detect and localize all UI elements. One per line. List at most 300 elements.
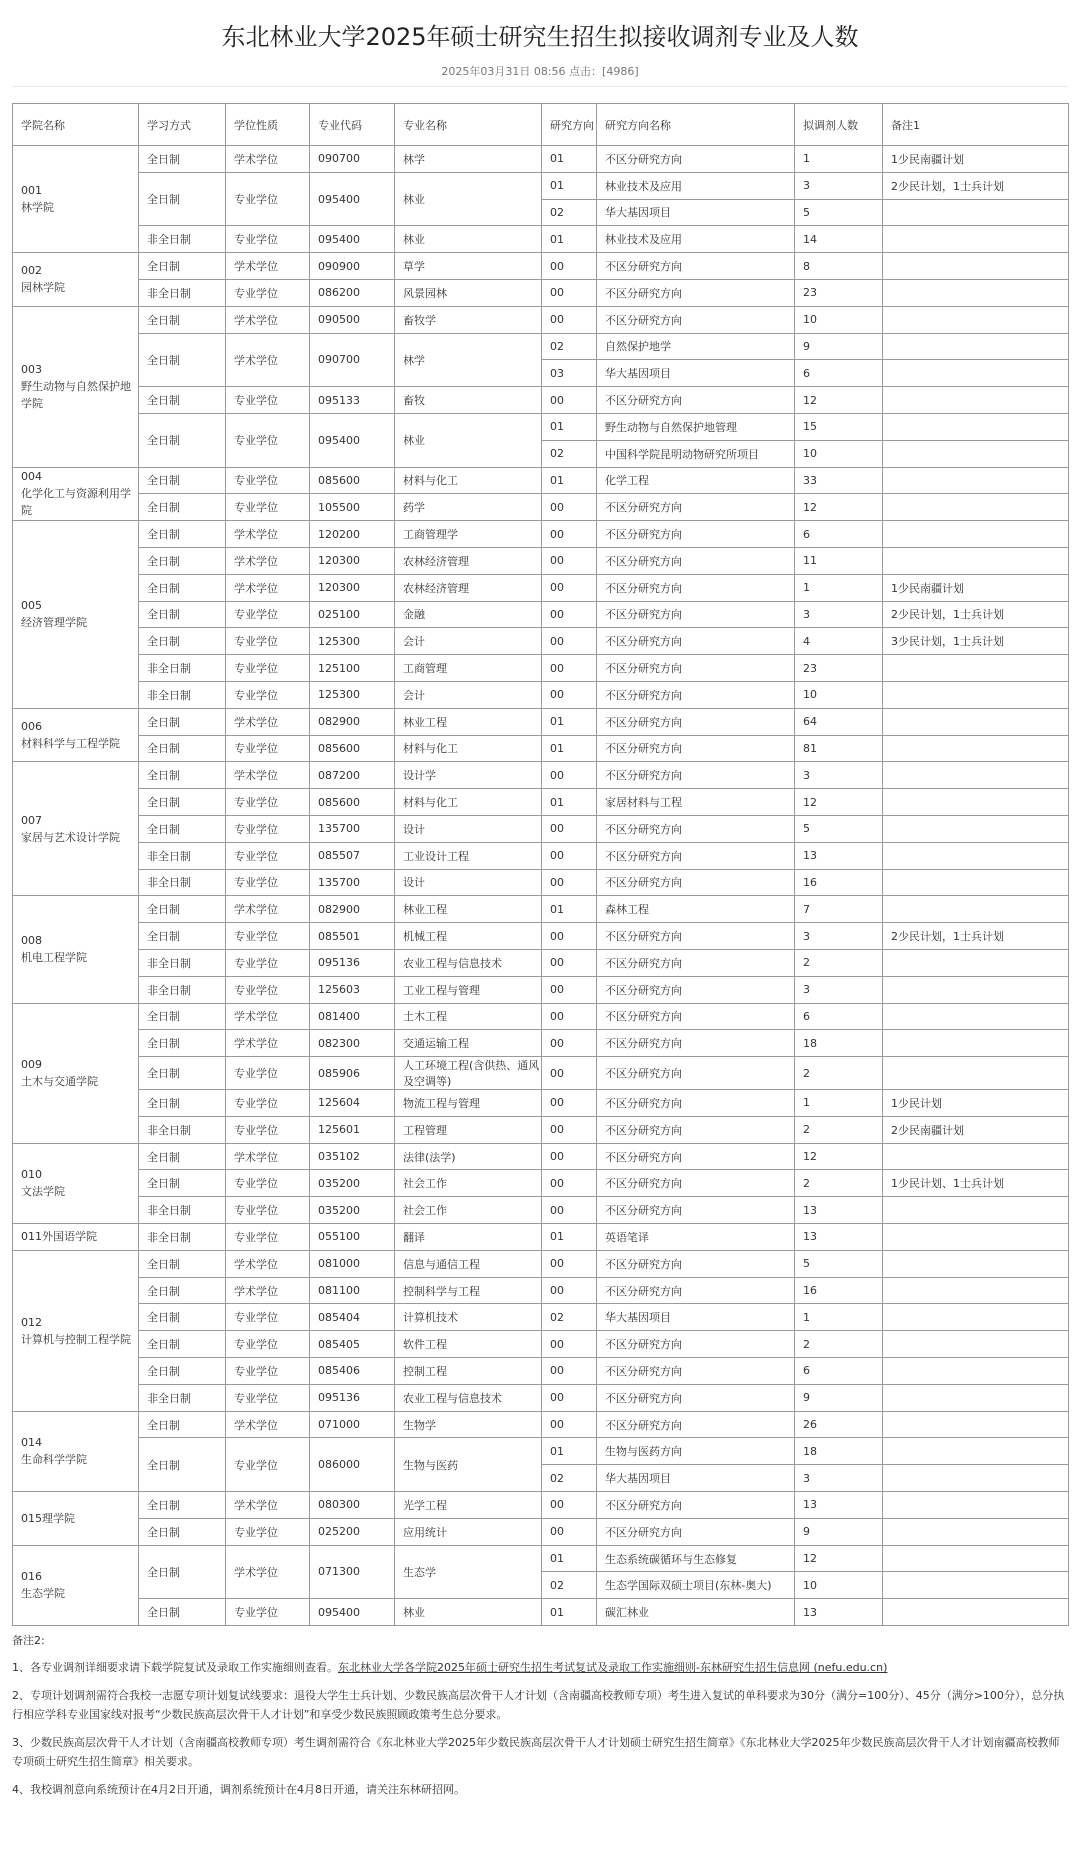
degree-type-cell: 学术学位 [226, 146, 310, 173]
note-cell: 1少民计划 [883, 1090, 1069, 1117]
college-id: 011 [21, 1230, 42, 1244]
college-cell [13, 467, 139, 521]
divider [12, 86, 1068, 87]
study-mode-cell: 全日制 [139, 1518, 226, 1545]
major-code-cell: 090500 [310, 306, 395, 333]
table-row [13, 1411, 1069, 1438]
major-code-cell: 081400 [310, 1003, 395, 1030]
direction-no-cell: 00 [542, 387, 597, 414]
major-code-cell: 135700 [310, 869, 395, 896]
note-cell [883, 413, 1069, 440]
major-name-cell: 金融 [395, 601, 542, 628]
direction-no-cell: 00 [542, 923, 597, 950]
degree-type-cell: 学术学位 [226, 1277, 310, 1304]
study-mode-cell: 全日制 [139, 789, 226, 816]
count-cell: 15 [795, 413, 883, 440]
table-row [13, 1492, 1069, 1519]
count-cell: 5 [795, 1250, 883, 1277]
count-cell: 6 [795, 1003, 883, 1030]
direction-no-cell: 00 [542, 521, 597, 548]
table-row [13, 1057, 1069, 1090]
table-row [13, 1545, 1069, 1572]
table-row [13, 708, 1069, 735]
major-name-cell: 林学 [395, 333, 542, 387]
note-cell [883, 226, 1069, 253]
major-name-cell: 林业 [395, 226, 542, 253]
degree-type-cell: 学术学位 [226, 1411, 310, 1438]
table-row [13, 547, 1069, 574]
count-cell: 4 [795, 628, 883, 655]
direction-no-cell: 00 [542, 601, 597, 628]
direction-name-cell: 华大基因项目 [597, 1465, 795, 1492]
table-row [13, 655, 1069, 682]
publish-date: 2025年03月31日 08:56 [441, 65, 566, 78]
note-cell [883, 869, 1069, 896]
major-code-cell: 095400 [310, 172, 395, 226]
major-code-cell: 071000 [310, 1411, 395, 1438]
direction-no-cell: 02 [542, 1304, 597, 1331]
major-name-cell: 控制科学与工程 [395, 1277, 542, 1304]
direction-no-cell: 01 [542, 896, 597, 923]
direction-no-cell: 01 [542, 1224, 597, 1251]
note-cell [883, 547, 1069, 574]
count-cell: 12 [795, 1545, 883, 1572]
degree-type-cell: 专业学位 [226, 681, 310, 708]
table-row [13, 1116, 1069, 1143]
major-name-cell: 材料与化工 [395, 467, 542, 494]
count-cell: 3 [795, 923, 883, 950]
note-cell: 1少民南疆计划 [883, 574, 1069, 601]
study-mode-cell: 全日制 [139, 1090, 226, 1117]
note-cell [883, 1057, 1069, 1090]
degree-type-cell: 专业学位 [226, 1224, 310, 1251]
major-name-cell: 机械工程 [395, 923, 542, 950]
direction-no-cell: 00 [542, 681, 597, 708]
direction-no-cell: 00 [542, 494, 597, 521]
major-code-cell: 085906 [310, 1057, 395, 1090]
degree-type-cell: 专业学位 [226, 949, 310, 976]
college-name: 化学化工与资源利用学院 [21, 487, 131, 518]
note-cell [883, 1331, 1069, 1358]
article-meta [12, 64, 1068, 86]
count-cell: 64 [795, 708, 883, 735]
table-row [13, 1518, 1069, 1545]
major-name-cell: 农业工程与信息技术 [395, 949, 542, 976]
degree-type-cell: 学术学位 [226, 708, 310, 735]
degree-type-cell: 专业学位 [226, 172, 310, 226]
major-code-cell: 120300 [310, 574, 395, 601]
major-code-cell: 035200 [310, 1197, 395, 1224]
major-name-cell: 会计 [395, 628, 542, 655]
study-mode-cell: 全日制 [139, 521, 226, 548]
table-row [13, 628, 1069, 655]
header-major-name: 专业名称 [395, 104, 542, 146]
count-cell: 23 [795, 279, 883, 306]
table-row [13, 467, 1069, 494]
count-cell: 12 [795, 387, 883, 414]
direction-no-cell: 00 [542, 1277, 597, 1304]
major-name-cell: 畜牧学 [395, 306, 542, 333]
table-body [13, 146, 1069, 1626]
direction-name-cell: 不区分研究方向 [597, 279, 795, 306]
major-code-cell: 087200 [310, 762, 395, 789]
direction-name-cell: 森林工程 [597, 896, 795, 923]
count-cell: 10 [795, 440, 883, 467]
degree-type-cell: 专业学位 [226, 1170, 310, 1197]
table-row [13, 1438, 1069, 1465]
college-id: 004 [21, 470, 42, 484]
major-code-cell: 095136 [310, 1384, 395, 1411]
table-row [13, 1250, 1069, 1277]
note-3: 3、少数民族高层次骨干人才计划（含南疆高校教师专项）考生调剂需符合《东北林业大学2025年少数民族高层次骨干人才计划硕士研究生招生简章》《东北林业大学2025年少数民族高层次骨干人才计划南疆高校教师专项硕士研究生招生简章》相关要求。 [12, 1736, 1060, 1769]
study-mode-cell: 非全日制 [139, 949, 226, 976]
header-major-code: 专业代码 [310, 104, 395, 146]
study-mode-cell: 全日制 [139, 815, 226, 842]
note-cell: 3少民计划，1士兵计划 [883, 628, 1069, 655]
major-code-cell: 055100 [310, 1224, 395, 1251]
direction-no-cell: 00 [542, 1411, 597, 1438]
college-name: 家居与艺术设计学院 [21, 830, 120, 844]
count-cell: 2 [795, 1116, 883, 1143]
college-name: 生态学院 [21, 1587, 65, 1601]
direction-no-cell: 00 [542, 1492, 597, 1519]
table-row [13, 1224, 1069, 1251]
major-name-cell: 设计 [395, 869, 542, 896]
college-id: 012 [21, 1315, 42, 1329]
major-name-cell: 控制工程 [395, 1358, 542, 1385]
note-cell [883, 1545, 1069, 1572]
major-code-cell: 085501 [310, 923, 395, 950]
major-code-cell: 025100 [310, 601, 395, 628]
degree-type-cell: 专业学位 [226, 1384, 310, 1411]
count-cell: 12 [795, 494, 883, 521]
direction-name-cell: 不区分研究方向 [597, 387, 795, 414]
direction-no-cell: 01 [542, 413, 597, 440]
direction-name-cell: 不区分研究方向 [597, 681, 795, 708]
direction-no-cell: 01 [542, 467, 597, 494]
note-cell [883, 708, 1069, 735]
count-cell: 12 [795, 1143, 883, 1170]
study-mode-cell: 全日制 [139, 923, 226, 950]
major-code-cell: 081100 [310, 1277, 395, 1304]
direction-no-cell: 00 [542, 1003, 597, 1030]
college-name: 文法学院 [21, 1185, 65, 1199]
count-cell: 13 [795, 1599, 883, 1626]
study-mode-cell: 非全日制 [139, 976, 226, 1003]
note-cell: 2少民计划，1士兵计划 [883, 923, 1069, 950]
major-name-cell: 设计学 [395, 762, 542, 789]
study-mode-cell: 全日制 [139, 1358, 226, 1385]
degree-type-cell: 专业学位 [226, 1331, 310, 1358]
direction-name-cell: 不区分研究方向 [597, 574, 795, 601]
study-mode-cell: 全日制 [139, 1003, 226, 1030]
college-id: 014 [21, 1436, 42, 1450]
direction-no-cell: 02 [542, 440, 597, 467]
direction-no-cell: 00 [542, 1518, 597, 1545]
degree-type-cell: 专业学位 [226, 494, 310, 521]
study-mode-cell: 非全日制 [139, 869, 226, 896]
college-id: 007 [21, 813, 42, 827]
major-code-cell: 135700 [310, 815, 395, 842]
major-name-cell: 林学 [395, 146, 542, 173]
note-cell [883, 1003, 1069, 1030]
note-cell [883, 440, 1069, 467]
header-mode: 学习方式 [139, 104, 226, 146]
major-name-cell: 交通运输工程 [395, 1030, 542, 1057]
study-mode-cell: 全日制 [139, 1143, 226, 1170]
direction-no-cell: 02 [542, 199, 597, 226]
major-code-cell: 085507 [310, 842, 395, 869]
major-code-cell: 095133 [310, 387, 395, 414]
table-row [13, 735, 1069, 762]
study-mode-cell: 全日制 [139, 1411, 226, 1438]
major-name-cell: 林业 [395, 413, 542, 467]
major-code-cell: 120300 [310, 547, 395, 574]
note-cell [883, 815, 1069, 842]
degree-type-cell: 学术学位 [226, 762, 310, 789]
note-cell [883, 333, 1069, 360]
major-code-cell: 095136 [310, 949, 395, 976]
table-row [13, 521, 1069, 548]
college-id: 002 [21, 264, 42, 278]
study-mode-cell: 全日制 [139, 1331, 226, 1358]
degree-type-cell: 学术学位 [226, 253, 310, 280]
count-cell: 5 [795, 199, 883, 226]
note-cell [883, 199, 1069, 226]
count-cell: 1 [795, 1090, 883, 1117]
count-cell: 9 [795, 1384, 883, 1411]
count-cell: 13 [795, 1224, 883, 1251]
degree-type-cell: 专业学位 [226, 842, 310, 869]
table-row [13, 762, 1069, 789]
clicks-label: 点击： [569, 65, 603, 78]
direction-name-cell: 不区分研究方向 [597, 1116, 795, 1143]
direction-name-cell: 不区分研究方向 [597, 628, 795, 655]
degree-type-cell: 专业学位 [226, 869, 310, 896]
direction-no-cell: 00 [542, 842, 597, 869]
count-cell: 18 [795, 1438, 883, 1465]
degree-type-cell: 专业学位 [226, 628, 310, 655]
college-cell [13, 1250, 139, 1411]
note-cell [883, 306, 1069, 333]
direction-name-cell: 不区分研究方向 [597, 842, 795, 869]
count-cell: 9 [795, 1518, 883, 1545]
degree-type-cell: 专业学位 [226, 467, 310, 494]
college-cell [13, 1545, 139, 1625]
direction-no-cell: 00 [542, 655, 597, 682]
major-code-cell: 125300 [310, 628, 395, 655]
direction-no-cell: 00 [542, 869, 597, 896]
major-code-cell: 095400 [310, 413, 395, 467]
count-cell: 3 [795, 601, 883, 628]
major-code-cell: 082900 [310, 708, 395, 735]
direction-name-cell: 不区分研究方向 [597, 976, 795, 1003]
note-cell [883, 762, 1069, 789]
direction-no-cell: 00 [542, 1030, 597, 1057]
college-cell [13, 146, 139, 253]
note-4: 4、我校调剂意向系统预计在4月2日开通，调剂系统预计在4月8日开通，请关注东林研招网。 [12, 1783, 465, 1797]
count-cell: 81 [795, 735, 883, 762]
direction-name-cell: 不区分研究方向 [597, 1250, 795, 1277]
study-mode-cell: 非全日制 [139, 1224, 226, 1251]
note-1 [12, 1658, 1068, 1677]
major-name-cell: 农林经济管理 [395, 547, 542, 574]
degree-type-cell: 学术学位 [226, 896, 310, 923]
major-code-cell: 090700 [310, 333, 395, 387]
study-mode-cell: 全日制 [139, 708, 226, 735]
count-cell: 1 [795, 1304, 883, 1331]
note-cell [883, 1518, 1069, 1545]
table-row [13, 1170, 1069, 1197]
table-row [13, 574, 1069, 601]
major-name-cell: 药学 [395, 494, 542, 521]
major-code-cell: 095400 [310, 1599, 395, 1626]
major-code-cell: 120200 [310, 521, 395, 548]
direction-name-cell: 碳汇林业 [597, 1599, 795, 1626]
note-cell [883, 521, 1069, 548]
count-cell: 10 [795, 681, 883, 708]
table-row [13, 1143, 1069, 1170]
note-cell [883, 387, 1069, 414]
major-name-cell: 应用统计 [395, 1518, 542, 1545]
note-cell: 2少民计划，1士兵计划 [883, 172, 1069, 199]
major-code-cell: 082900 [310, 896, 395, 923]
degree-type-cell: 专业学位 [226, 923, 310, 950]
count-cell: 11 [795, 547, 883, 574]
degree-type-cell: 专业学位 [226, 655, 310, 682]
count-cell: 14 [795, 226, 883, 253]
direction-name-cell: 不区分研究方向 [597, 923, 795, 950]
direction-no-cell: 00 [542, 1197, 597, 1224]
major-code-cell: 125300 [310, 681, 395, 708]
direction-no-cell: 01 [542, 146, 597, 173]
note-cell [883, 279, 1069, 306]
major-name-cell: 工程管理 [395, 1116, 542, 1143]
major-code-cell: 081000 [310, 1250, 395, 1277]
count-cell: 16 [795, 869, 883, 896]
count-cell: 3 [795, 172, 883, 199]
direction-name-cell: 生物与医药方向 [597, 1438, 795, 1465]
major-name-cell: 土木工程 [395, 1003, 542, 1030]
table-header-row [13, 104, 1069, 146]
note-cell [883, 1492, 1069, 1519]
note-cell [883, 253, 1069, 280]
direction-no-cell: 00 [542, 1116, 597, 1143]
table-row [13, 789, 1069, 816]
count-cell: 8 [795, 253, 883, 280]
table-row [13, 815, 1069, 842]
major-code-cell: 086000 [310, 1438, 395, 1492]
direction-no-cell: 02 [542, 333, 597, 360]
direction-name-cell: 化学工程 [597, 467, 795, 494]
table-row [13, 172, 1069, 199]
notes-section [12, 1632, 1068, 1799]
college-id: 001 [21, 184, 42, 198]
table-row [13, 1384, 1069, 1411]
degree-type-cell: 专业学位 [226, 279, 310, 306]
direction-name-cell: 林业技术及应用 [597, 226, 795, 253]
major-code-cell: 086200 [310, 279, 395, 306]
study-mode-cell: 非全日制 [139, 842, 226, 869]
direction-no-cell: 00 [542, 1384, 597, 1411]
study-mode-cell: 全日制 [139, 601, 226, 628]
note-cell [883, 1143, 1069, 1170]
direction-name-cell: 不区分研究方向 [597, 949, 795, 976]
note-cell [883, 681, 1069, 708]
direction-no-cell: 01 [542, 1438, 597, 1465]
direction-name-cell: 自然保护地学 [597, 333, 795, 360]
table-row [13, 923, 1069, 950]
major-name-cell: 信息与通信工程 [395, 1250, 542, 1277]
direction-no-cell: 00 [542, 279, 597, 306]
table-row [13, 494, 1069, 521]
major-name-cell: 设计 [395, 815, 542, 842]
degree-type-cell: 学术学位 [226, 333, 310, 387]
direction-name-cell: 不区分研究方向 [597, 146, 795, 173]
college-cell [13, 762, 139, 896]
header-direction-name: 研究方向名称 [597, 104, 795, 146]
direction-name-cell: 不区分研究方向 [597, 1518, 795, 1545]
study-mode-cell: 全日制 [139, 413, 226, 467]
college-id: 008 [21, 934, 42, 948]
table-row [13, 1331, 1069, 1358]
note-cell [883, 1358, 1069, 1385]
table-row [13, 1090, 1069, 1117]
college-id: 003 [21, 363, 42, 377]
note-cell [883, 735, 1069, 762]
count-cell: 26 [795, 1411, 883, 1438]
direction-name-cell: 不区分研究方向 [597, 253, 795, 280]
rules-link[interactable]: 东北林业大学各学院2025年硕士研究生招生考试复试及录取工作实施细则-东林研究生招生信息网 (nefu.edu.cn) [338, 1661, 888, 1675]
count-cell: 23 [795, 655, 883, 682]
table-row [13, 333, 1069, 360]
note-cell [883, 896, 1069, 923]
college-name: 经济管理学院 [21, 616, 87, 630]
degree-type-cell: 专业学位 [226, 1438, 310, 1492]
direction-name-cell: 不区分研究方向 [597, 1057, 795, 1090]
count-cell: 6 [795, 521, 883, 548]
study-mode-cell: 非全日制 [139, 1116, 226, 1143]
direction-name-cell: 英语笔译 [597, 1224, 795, 1251]
note-cell: 2少民南疆计划 [883, 1116, 1069, 1143]
table-row [13, 681, 1069, 708]
major-name-cell: 生物学 [395, 1411, 542, 1438]
note-cell [883, 1224, 1069, 1251]
college-name: 计算机与控制工程学院 [21, 1332, 131, 1346]
direction-name-cell: 不区分研究方向 [597, 655, 795, 682]
study-mode-cell: 非全日制 [139, 1197, 226, 1224]
degree-type-cell: 专业学位 [226, 789, 310, 816]
count-cell: 1 [795, 146, 883, 173]
header-degree-type: 学位性质 [226, 104, 310, 146]
study-mode-cell: 全日制 [139, 1599, 226, 1626]
college-id: 005 [21, 599, 42, 613]
note-2: 2、专项计划调剂需符合我校一志愿专项计划复试线要求：退役大学生士兵计划、少数民族高层次骨干人才计划（含南疆高校教师专项）考生进入复试的单科要求为30分（满分=100分）、45分（满分>100分），总分执行相应学科专业国家线对报考“少数民族高层次骨干人才计划”和享受少数民族照顾政策考生总分要求。 [12, 1689, 1065, 1722]
count-cell: 2 [795, 949, 883, 976]
count-cell: 13 [795, 1492, 883, 1519]
count-cell: 6 [795, 360, 883, 387]
table-row [13, 1197, 1069, 1224]
count-cell: 2 [795, 1057, 883, 1090]
study-mode-cell: 全日制 [139, 762, 226, 789]
click-count: [4986] [602, 65, 639, 78]
study-mode-cell: 全日制 [139, 574, 226, 601]
college-cell [13, 521, 139, 709]
direction-no-cell: 00 [542, 1057, 597, 1090]
major-name-cell: 材料与化工 [395, 789, 542, 816]
count-cell: 2 [795, 1331, 883, 1358]
direction-no-cell: 00 [542, 628, 597, 655]
